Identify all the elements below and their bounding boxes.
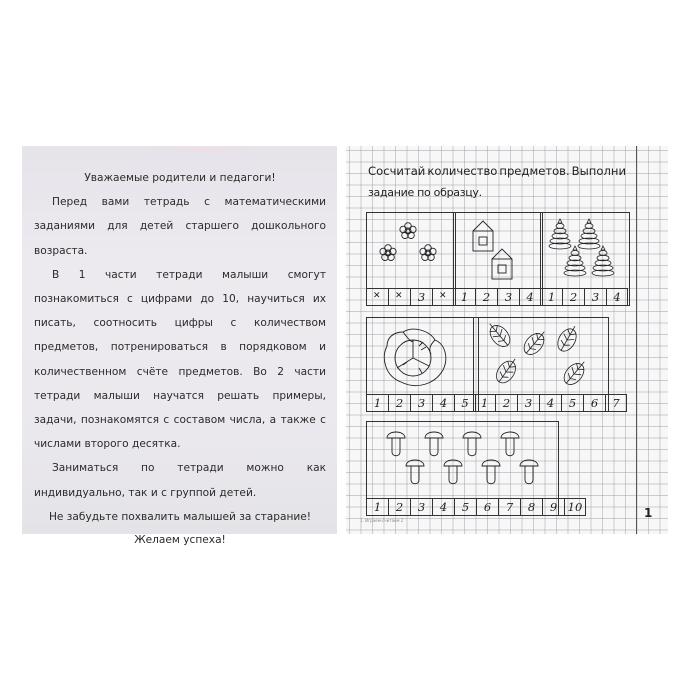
- number-cell[interactable]: 5: [454, 395, 476, 412]
- number-cell[interactable]: 2: [562, 289, 584, 306]
- number-cell[interactable]: 2: [388, 499, 410, 516]
- number-cell[interactable]: 6: [476, 499, 498, 516]
- number-cell[interactable]: 4: [432, 499, 454, 516]
- number-cell[interactable]: 9: [542, 499, 564, 516]
- number-cell-crossed[interactable]: [432, 289, 454, 306]
- number-cell[interactable]: 1: [366, 499, 388, 516]
- number-cell[interactable]: 3: [517, 395, 539, 412]
- page-number: 1: [644, 506, 653, 520]
- page-footnote: 1. Играем-считаем 2: [360, 518, 404, 523]
- number-cell[interactable]: 3: [497, 289, 519, 306]
- task-word: предметов.: [499, 164, 570, 178]
- house-icon: [454, 213, 542, 287]
- number-cell[interactable]: 7: [498, 499, 520, 516]
- number-cell[interactable]: 3: [410, 289, 432, 306]
- left-page-introduction: [22, 146, 337, 547]
- number-cell[interactable]: 8: [520, 499, 542, 516]
- leaf-icon: [474, 318, 608, 394]
- page-margin-line: [636, 146, 637, 534]
- exercise-houses: [453, 212, 543, 306]
- mushroom-icon: [367, 422, 558, 498]
- number-answer-row: [366, 498, 586, 516]
- exercise-mushrooms: [366, 421, 583, 516]
- number-cell[interactable]: 5: [454, 499, 476, 516]
- right-page-exercises: [346, 146, 668, 534]
- intro-closing-wish: Желаем успеха!: [134, 534, 226, 547]
- number-answer-row: [453, 288, 541, 306]
- number-answer-row: [473, 394, 627, 412]
- task-instruction: [368, 160, 626, 204]
- number-cell[interactable]: 2: [495, 395, 517, 412]
- number-answer-row: [540, 288, 628, 306]
- intro-closing-praise: Не забудьте похвалить малышей за старание!: [48, 510, 312, 523]
- exercise-flowers: [366, 212, 456, 306]
- cabbage-icon: [367, 318, 478, 394]
- number-cell-crossed[interactable]: [366, 289, 388, 306]
- number-cell[interactable]: 1: [540, 289, 562, 306]
- number-cell[interactable]: 3: [410, 499, 432, 516]
- number-cell[interactable]: 3: [410, 395, 432, 412]
- exercise-pyramids: [540, 212, 630, 306]
- intro-paragraph-2: В 1 части тетради малыши смогут познакомиться с цифрами до 10, научиться их писать, соотносить цифры с количеством предметов, потренироваться в порядковом и количественном счёте предметов. Во 2 части тетради малыши научатся решать примеры, задачи, познакомятся с составом числа, а также с числами второго десятка.: [34, 268, 326, 451]
- number-cell[interactable]: 10: [564, 499, 586, 516]
- number-cell[interactable]: 2: [475, 289, 497, 306]
- number-cell[interactable]: 4: [539, 395, 561, 412]
- workbook-spread: [22, 146, 668, 547]
- number-cell[interactable]: 7: [605, 395, 627, 412]
- intro-paragraph-3: Заниматься по тетради можно как индивидуально, так и с группой детей.: [34, 462, 326, 499]
- task-instruction-line-2: задание по образцу.: [368, 186, 482, 199]
- exercise-cabbage: [366, 317, 479, 412]
- number-answer-row: [366, 394, 476, 412]
- number-cell[interactable]: 1: [366, 395, 388, 412]
- intro-text: [34, 166, 326, 551]
- number-cell[interactable]: 1: [473, 395, 495, 412]
- number-cell[interactable]: 4: [519, 289, 541, 306]
- number-cell[interactable]: 2: [388, 395, 410, 412]
- number-cell[interactable]: 1: [453, 289, 475, 306]
- exercise-leaves: [473, 317, 620, 412]
- task-word: Выполни: [571, 164, 626, 178]
- task-word: количество: [427, 164, 498, 178]
- number-cell[interactable]: 3: [584, 289, 606, 306]
- number-answer-row: [366, 288, 454, 306]
- intro-paragraph-1: Перед вами тетрадь с математическими заданиями для детей старшего дошкольного возраста.: [34, 196, 326, 257]
- number-cell[interactable]: 4: [432, 395, 454, 412]
- flower-icon: [367, 213, 455, 287]
- number-cell[interactable]: 4: [606, 289, 628, 306]
- number-cell[interactable]: 5: [561, 395, 583, 412]
- number-cell-crossed[interactable]: [388, 289, 410, 306]
- number-cell[interactable]: 6: [583, 395, 605, 412]
- intro-heading: Уважаемые родители и педагоги!: [84, 172, 276, 184]
- ring-pyramid-icon: [541, 213, 629, 287]
- task-word: Сосчитай: [368, 164, 426, 178]
